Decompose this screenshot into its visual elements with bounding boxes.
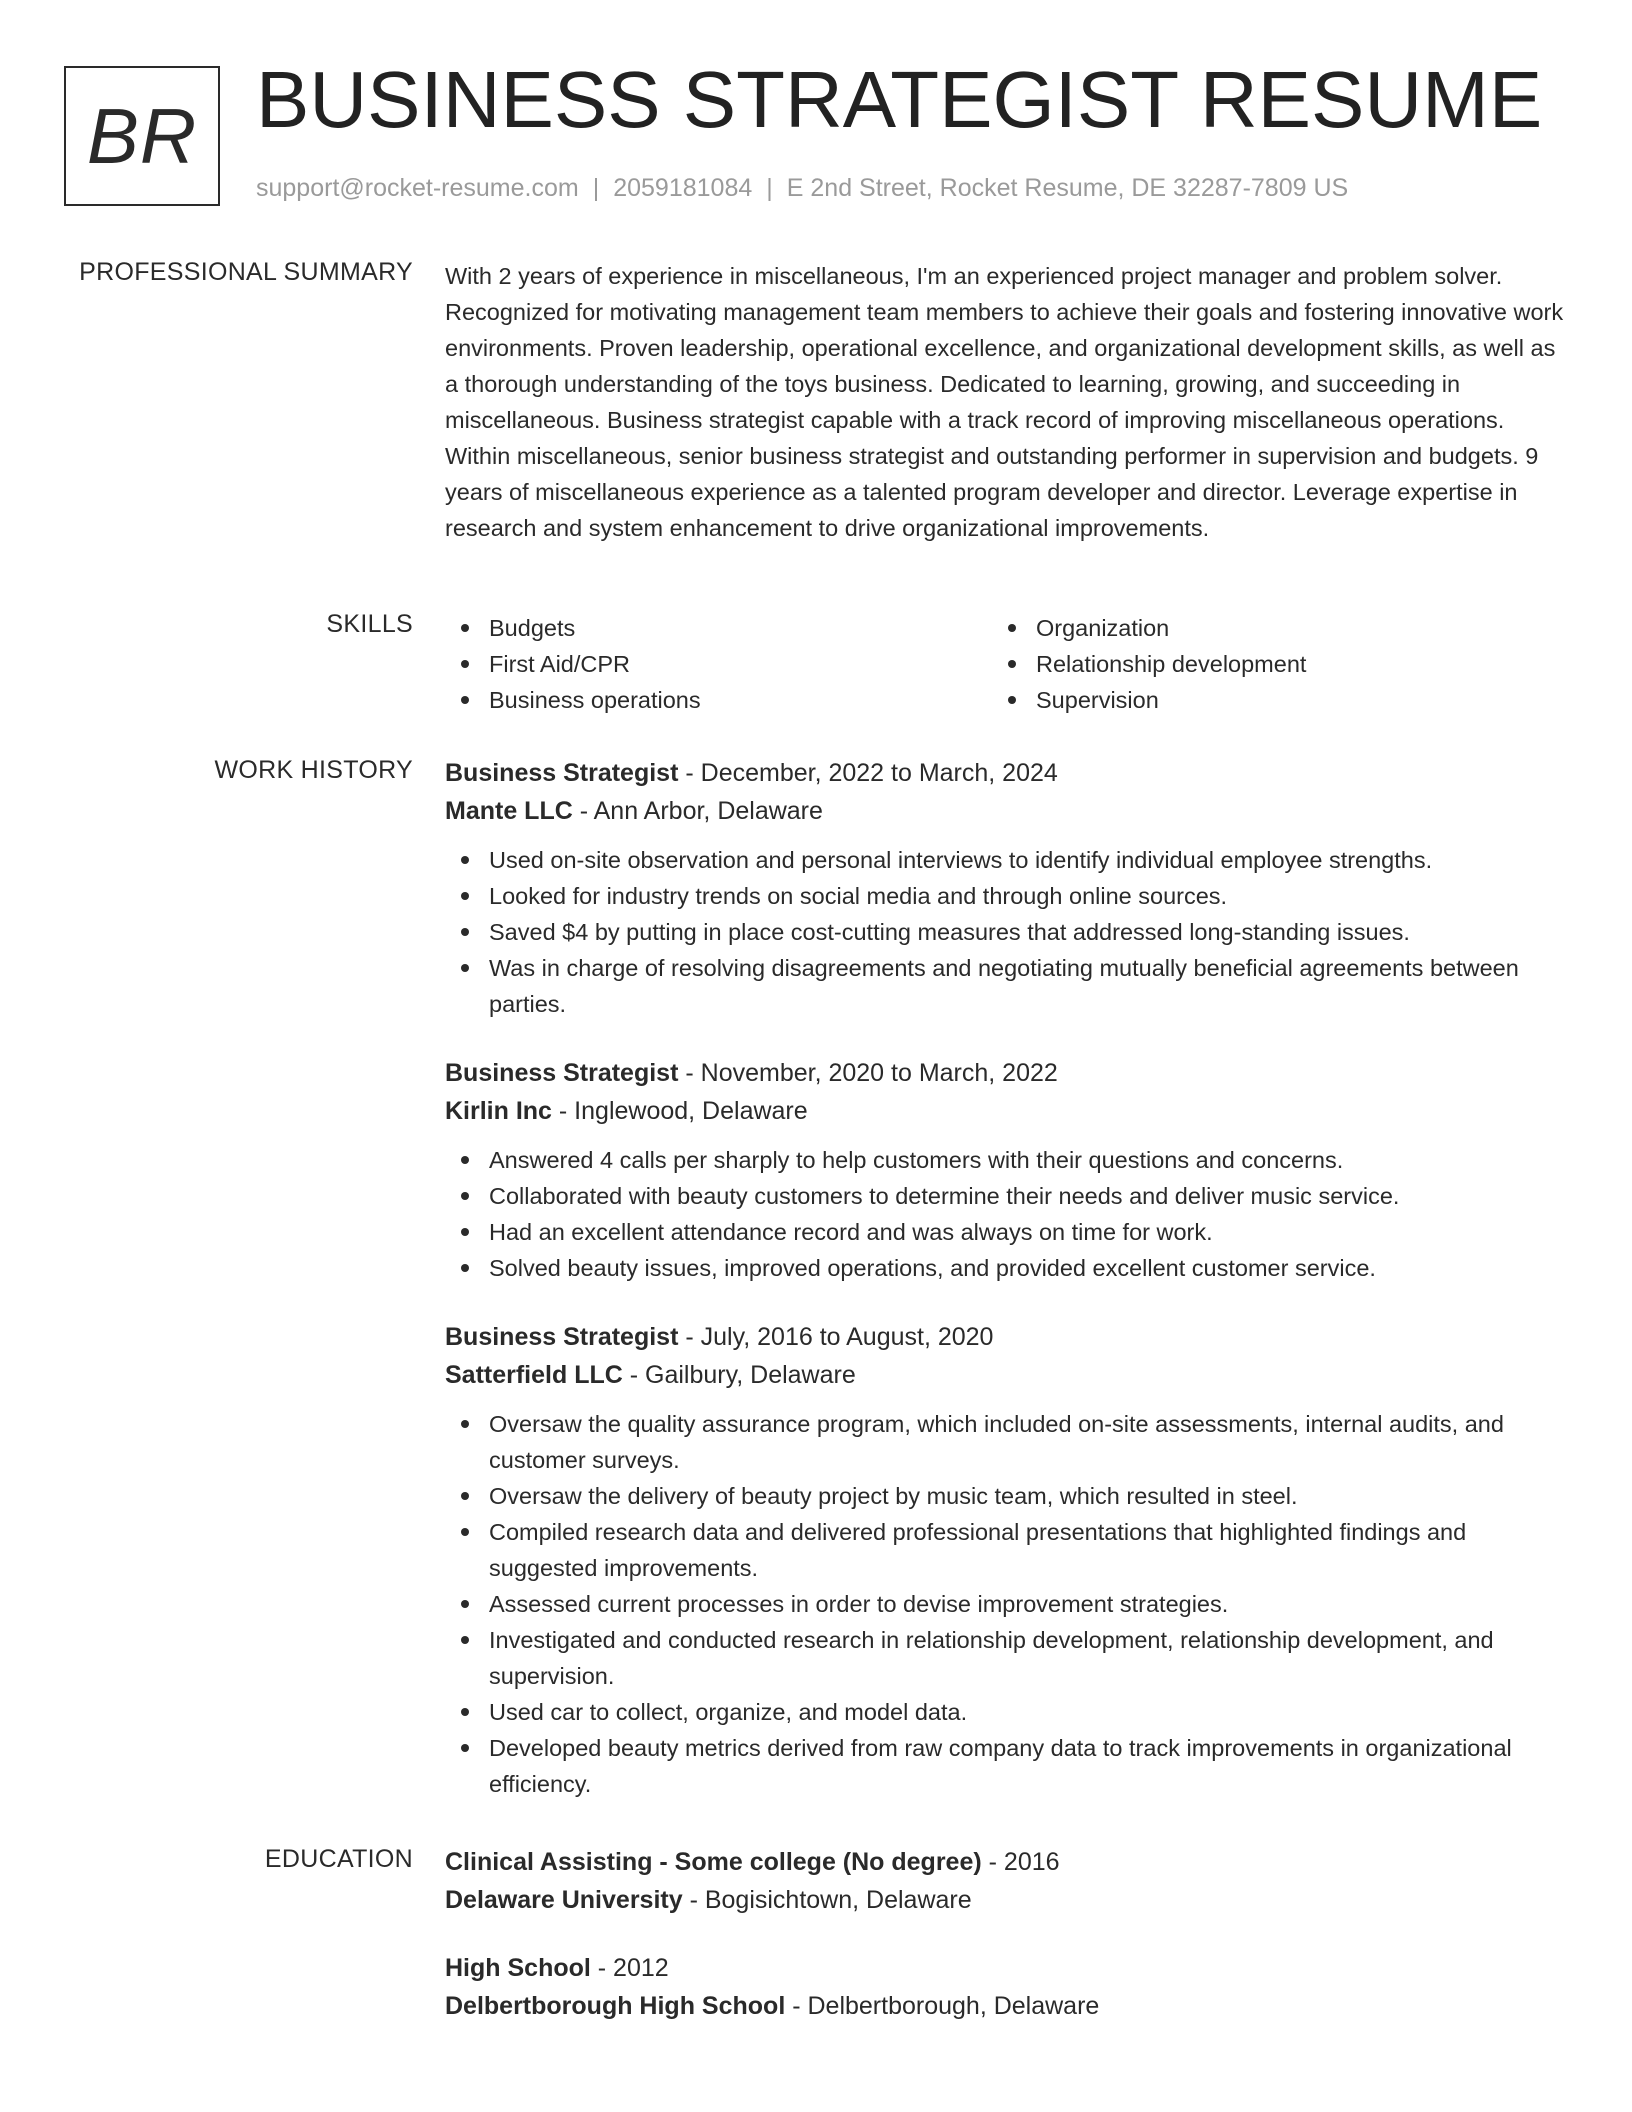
summary-text: With 2 years of experience in miscellaneous, I'm an experienced project manager and problem solver. Recognized for motivating management team members to achieve their goals and fostering innovative work environments. Proven leadership, operational excellence, and organizational development skills, as well as a thorough understanding of the toys business. Dedicated to learning, growing, and succeeding in miscellaneous. Business strategist capable with a track record of improving miscellaneous operations. Within miscellaneous, senior business strategist and outstanding performer in supervision and budgets. 9 years of miscellaneous experience as a talented program developer and director. Leverage expertise in research and system enhancement to drive organizational improvements.: [445, 263, 1564, 541]
education-body: [445, 1843, 1565, 2025]
education-year: - 2016: [981, 1848, 1060, 1876]
education-degree: High School: [445, 1954, 591, 1982]
job-location: - Ann Arbor, Delaware: [572, 797, 823, 825]
job-company-line: [445, 1092, 1565, 1130]
job-company: Kirlin Inc: [445, 1097, 552, 1125]
contact-separator: |: [766, 174, 773, 202]
job-title: Business Strategist: [445, 1323, 679, 1351]
job-duty: Solved beauty issues, improved operations, and provided excellent customer service.: [445, 1250, 1565, 1286]
education-degree: Clinical Assisting - Some college (No degree): [445, 1848, 982, 1876]
monogram-initials: BR: [86, 91, 198, 180]
job-company-line: [445, 1356, 1565, 1394]
job-company: Mante LLC: [445, 797, 573, 825]
work-history-body: [445, 754, 1565, 1802]
monogram-box: [64, 66, 220, 206]
section-label-summary: PROFESSIONAL SUMMARY: [79, 258, 413, 286]
job-entry: [445, 1318, 1565, 1802]
job-duty: Assessed current processes in order to devise improvement strategies.: [445, 1586, 1565, 1622]
job-duty: Investigated and conducted research in relationship development, relationship development, and supervision.: [445, 1622, 1565, 1694]
job-location: - Gailbury, Delaware: [622, 1361, 856, 1389]
education-degree-line: [445, 1949, 1565, 1987]
section-label-skills: SKILLS: [326, 610, 413, 638]
contact-separator: |: [592, 174, 600, 202]
job-company: Satterfield LLC: [445, 1361, 623, 1389]
job-title: Business Strategist: [445, 759, 679, 787]
education-year: - 2012: [590, 1954, 669, 1982]
job-dates: - November, 2020 to March, 2022: [678, 1059, 1058, 1087]
section-label-education: EDUCATION: [264, 1845, 413, 1873]
education-school-line: [445, 1881, 1565, 1919]
job-title-line: [445, 754, 1565, 792]
job-location: - Inglewood, Delaware: [551, 1097, 808, 1125]
education-degree-line: [445, 1843, 1565, 1881]
job-company-line: [445, 792, 1565, 830]
skill-item: Supervision: [992, 682, 1539, 718]
education-school: Delaware University: [445, 1886, 683, 1914]
job-duty: Oversaw the quality assurance program, which included on-site assessments, internal audits, and customer surveys.: [445, 1406, 1565, 1478]
job-duty: Used on-site observation and personal interviews to identify individual employee strengths.: [445, 842, 1565, 878]
education-school: Delbertborough High School: [445, 1992, 786, 2020]
skill-item: Relationship development: [992, 646, 1539, 682]
skill-item: First Aid/CPR: [445, 646, 992, 682]
skills-column-right: [992, 610, 1539, 718]
education-location: - Delbertborough, Delaware: [785, 1992, 1100, 2020]
section-label-work: WORK HISTORY: [214, 756, 413, 784]
education-entry: [445, 1843, 1565, 1919]
education-entry: [445, 1949, 1565, 2025]
summary-body: [445, 258, 1565, 546]
job-entry: [445, 754, 1565, 1022]
skills-column-left: [445, 610, 992, 718]
job-duty: Had an excellent attendance record and was always on time for work.: [445, 1214, 1565, 1250]
skill-item: Business operations: [445, 682, 992, 718]
education-school-line: [445, 1987, 1565, 2025]
skills-list: [445, 610, 1565, 718]
job-duty: Looked for industry trends on social media and through online sources.: [445, 878, 1565, 914]
job-dates: - December, 2022 to March, 2024: [678, 759, 1058, 787]
job-title-line: [445, 1054, 1565, 1092]
job-title-line: [445, 1318, 1565, 1356]
skill-item: Organization: [992, 610, 1539, 646]
job-duty: Saved $4 by putting in place cost-cutting measures that addressed long-standing issues.: [445, 914, 1565, 950]
contact-email[interactable]: support@rocket-resume.com: [256, 174, 579, 202]
job-duty: Was in charge of resolving disagreements and negotiating mutually beneficial agreements between parties.: [445, 950, 1565, 1022]
job-duties: [445, 842, 1565, 1022]
job-duties: [445, 1142, 1565, 1286]
job-duty: Used car to collect, organize, and model data.: [445, 1694, 1565, 1730]
job-entry: [445, 1054, 1565, 1286]
contact-line: [256, 174, 1348, 203]
contact-address: E 2nd Street, Rocket Resume, DE 32287-7809 US: [786, 174, 1349, 202]
education-location: - Bogisichtown, Delaware: [682, 1886, 972, 1914]
job-duty: Oversaw the delivery of beauty project by music team, which resulted in steel.: [445, 1478, 1565, 1514]
job-duty: Collaborated with beauty customers to determine their needs and deliver music service.: [445, 1178, 1565, 1214]
resume-title: BUSINESS STRATEGIST RESUME: [256, 55, 1543, 144]
job-duty: Compiled research data and delivered professional presentations that highlighted findings and suggested improvements.: [445, 1514, 1565, 1586]
skill-item: Budgets: [445, 610, 992, 646]
job-title: Business Strategist: [445, 1059, 679, 1087]
job-duty: Developed beauty metrics derived from raw company data to track improvements in organizational efficiency.: [445, 1730, 1565, 1802]
job-dates: - July, 2016 to August, 2020: [678, 1323, 994, 1351]
job-duty: Answered 4 calls per sharply to help customers with their questions and concerns.: [445, 1142, 1565, 1178]
contact-phone[interactable]: 2059181084: [613, 174, 753, 202]
job-duties: [445, 1406, 1565, 1802]
